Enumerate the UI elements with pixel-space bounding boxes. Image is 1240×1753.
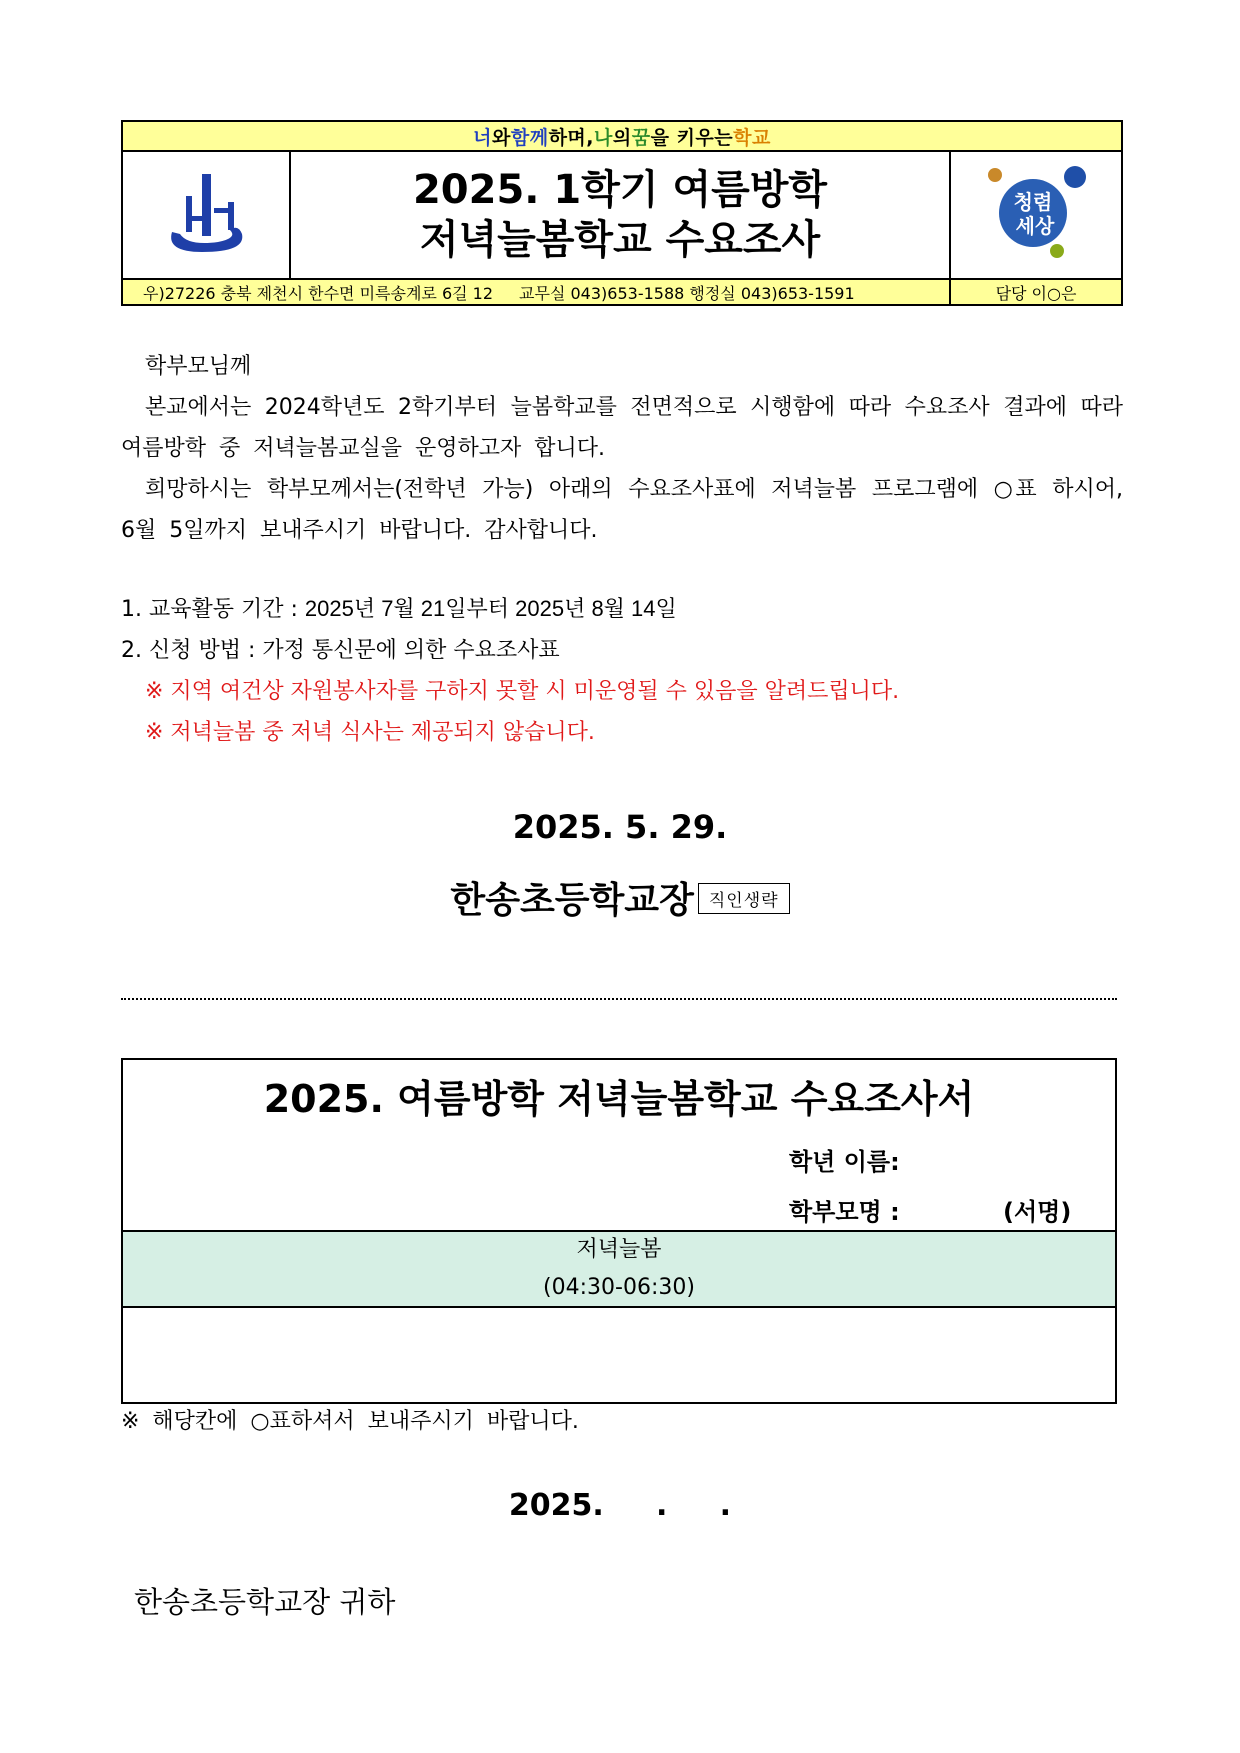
seal-omitted: 직인생략	[698, 883, 790, 914]
letterhead	[121, 120, 1123, 306]
item-value: 2025년 7월 21일부터 2025년 8월 14일	[304, 596, 677, 621]
letter-date: 2025. 5. 29.	[512, 808, 728, 846]
logo-text-2: 세상	[1015, 214, 1055, 238]
paragraph-2: 희망하시는 학부모께서는(전학년 가능) 아래의 수요조사표에 저녁늘봄 프로그램에 ○표 하시어, 6월 5일까지 보내주시기 바랍니다. 감사합니다.	[121, 477, 1123, 543]
motto-part: 와	[492, 126, 511, 149]
form-title: 2025. 여름방학 저녁늘봄학교 수요조사서	[263, 1076, 975, 1121]
cut-line	[121, 998, 1117, 1000]
recipient: 한송초등학교장 귀하	[134, 1585, 396, 1619]
motto-part: 나	[594, 126, 613, 149]
greeting: 학부모님께	[145, 354, 252, 379]
motto-part: 의	[612, 126, 632, 149]
program-name: 저녁늘봄	[576, 1237, 662, 1262]
address-text: 우)27226 충북 제천시 한수면 미륵송계로 6길 12	[143, 283, 494, 303]
parent-name-field[interactable]: 학부모명 :	[789, 1198, 900, 1226]
motto-part: 하며,	[548, 126, 595, 149]
selection-cell[interactable]	[123, 1308, 1115, 1402]
motto-part: 너	[473, 126, 492, 149]
letter-body	[121, 346, 1123, 551]
title-line-2: 저녁늘봄학교 수요조사	[419, 217, 821, 263]
phone-text: 교무실 043)653-1588 행정실 043)653-1591	[519, 283, 855, 303]
motto-part: 함께	[510, 126, 549, 149]
principal-title: 한송초등학교장	[450, 880, 694, 921]
program-column-header	[123, 1230, 1115, 1308]
signature-field[interactable]: (서명)	[1003, 1198, 1072, 1226]
school-address	[123, 280, 949, 304]
motto-part: 을 키우는	[650, 126, 734, 149]
paragraph-1: 본교에서는 2024학년도 2학기부터 늘봄학교를 전면적으로 시행함에 따라 수요조사 결과에 따라 여름방학 중 저녁늘봄교실을 운영하고자 합니다.	[121, 395, 1123, 461]
survey-form	[121, 1058, 1117, 1404]
title-line-1: 2025. 1학기 여름방학	[412, 167, 828, 213]
document-title	[291, 152, 949, 278]
form-fields	[123, 1130, 1115, 1230]
motto-part: 학교	[733, 126, 771, 149]
form-date: 2025. . .	[508, 1488, 732, 1523]
notice-volunteer: ※ 지역 여건상 자원봉사자를 구하지 못할 시 미운영될 수 있음을 알려드립니다.	[145, 679, 900, 704]
program-time: (04:30-06:30)	[543, 1275, 695, 1300]
school-logo-icon	[123, 152, 291, 278]
list-item	[121, 588, 1123, 630]
title-banner	[123, 152, 1121, 280]
notice-meal: ※ 저녁늘봄 중 저녁 식사는 제공되지 않습니다.	[145, 720, 595, 745]
school-motto	[123, 122, 1121, 152]
signature-line	[0, 872, 1240, 923]
logo-text-1: 청렴	[1013, 190, 1053, 214]
contact-bar	[123, 280, 1121, 304]
integrity-logo-icon	[949, 152, 1121, 278]
form-note: ※ 해당칸에 ○표하셔서 보내주시기 바랍니다.	[121, 1409, 579, 1434]
details-list	[121, 588, 1123, 753]
motto-part: 꿈	[631, 126, 651, 149]
grade-name-field[interactable]: 학년 이름:	[789, 1148, 900, 1176]
person-in-charge: 담당 이○은	[949, 280, 1121, 304]
item-label: 1. 교육활동 기간 :	[121, 597, 305, 622]
list-item: 2. 신청 방법 : 가정 통신문에 의한 수요조사표	[121, 638, 560, 663]
